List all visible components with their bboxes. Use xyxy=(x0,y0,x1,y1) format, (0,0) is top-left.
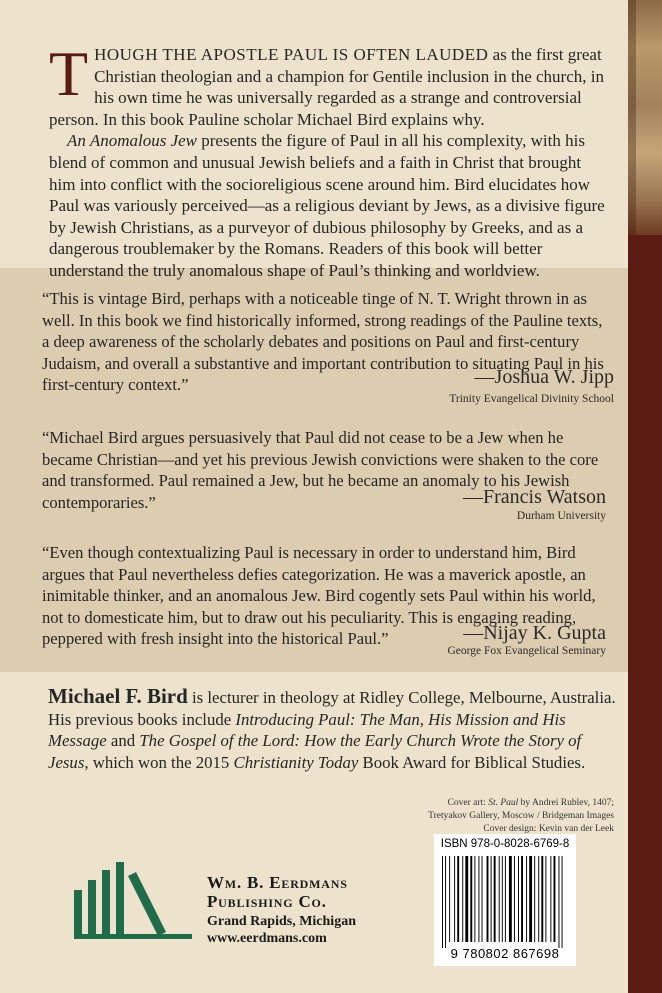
opening-smallcaps: HOUGH THE APOSTLE PAUL IS OFTEN LAUDED xyxy=(94,45,489,64)
barcode-bar xyxy=(462,856,463,942)
barcode-bar xyxy=(474,856,475,942)
barcode-bar xyxy=(550,856,551,942)
artwork-title: St. Paul xyxy=(488,798,519,808)
book-title-inline: An Anomalous Jew xyxy=(67,131,198,151)
description-p1-text: as the first great Christian theologian and a champion for Gentile inclusion in the church, in his own time he was universally regarded as a strange and controversial person. In this book Pauline scholar Michael Bird explains why. xyxy=(49,45,604,129)
barcode-bar xyxy=(562,856,563,948)
publisher-website: www.eerdmans.com xyxy=(207,931,327,946)
description-paragraph-2 xyxy=(49,130,609,281)
credit-line-1 xyxy=(294,797,614,810)
endorser-name-2: —Francis Watson xyxy=(462,486,606,508)
quote-text: “Even though contextualizing Paul is necessary in order to understand him, Bird argues that Paul nevertheless defies categorization. He was a maverick apostle, an inimitable thinker, and an anomalous Jew. Bird cogently sets Paul within his world, not to domesticate him, but to draw out his peculiarity. This is engaging reading, peppered with fresh insight into the historical Paul.” xyxy=(42,543,596,649)
previous-book-2: The Gospel of the Lord: How the Early Church Wrote the Story of Jesus xyxy=(48,731,582,772)
logo-bar xyxy=(102,870,110,938)
barcode-bar xyxy=(505,856,506,942)
isbn-label: ISBN 978-0-8028-6769-8 xyxy=(440,838,570,850)
description-p2-text: presents the figure of Paul in all his complexity, with his blend of common and unusual Jewish beliefs and a faith in Christ that brought him into conflict with the socioreligious scene around him. Bird elucidates how Paul was variously perceived—as a religious deviant by Jews, as a divisive figure by Jewish Christians, as a purveyor of dubious philosophy by Greeks, and as a dangerous troublemaker by the Romans. Readers of this book will better understand the truly anomalous shape of Paul’s thinking and worldview. xyxy=(49,131,605,280)
endorser-affiliation-2: Durham University xyxy=(516,510,606,522)
barcode-bar xyxy=(514,856,515,942)
bio-text: Book Award for Biblical Studies. xyxy=(358,752,586,772)
publisher-block xyxy=(207,873,356,947)
credit-line-3: Cover design: Kevin van der Leek xyxy=(483,824,614,834)
barcode-bar xyxy=(445,856,446,948)
barcode-bar xyxy=(529,856,532,942)
endorser-affiliation-3: George Fox Evangelical Seminary xyxy=(447,645,606,657)
barcode-bar xyxy=(534,856,535,942)
publisher-name-1: Wm. B. Eerdmans xyxy=(207,873,348,892)
barcode-bar xyxy=(482,856,483,942)
logo-base xyxy=(74,934,192,939)
barcode-bar xyxy=(478,856,479,942)
publisher-name-2: Publishing Co. xyxy=(207,892,327,911)
credit-prefix: Cover art: xyxy=(447,798,489,808)
barcode-bar xyxy=(454,856,455,942)
bio-text: is lecturer in theology at Ridley College, Melbourne, Australia. His previous books include xyxy=(48,688,616,729)
description-paragraph-1 xyxy=(49,38,609,130)
barcode-bar xyxy=(545,856,546,942)
logo-bar xyxy=(116,862,124,938)
barcode-bar xyxy=(526,856,527,942)
logo-leaning-bar xyxy=(128,872,166,936)
quote-text: “This is vintage Bird, perhaps with a noticeable tinge of N. T. Wright thrown in as well. In this book we find historically informed, strong readings of the Pauline texts, a deep awareness of the scholarly debates and positions on Paul and first-century Judaism, and overall a substantive and important contribution to situating Paul in his first-century context.” xyxy=(42,289,604,395)
drop-cap: T xyxy=(49,38,89,109)
barcode-bar xyxy=(538,856,539,942)
cover-art-edge xyxy=(628,0,662,235)
barcode-bar xyxy=(541,856,543,942)
barcode-digits: 9 780802 867698 xyxy=(450,946,560,961)
bio-text: and xyxy=(106,731,140,751)
logo-bar xyxy=(74,890,82,938)
publisher-city: Grand Rapids, Michigan xyxy=(207,914,356,929)
barcode-bar xyxy=(509,856,512,942)
bio-text: , which won the 2015 xyxy=(84,752,234,772)
credit-line-2: Tretyakov Gallery, Moscow / Bridgeman Images xyxy=(428,811,614,821)
barcode-bar xyxy=(442,856,443,948)
logo-bar xyxy=(88,880,96,938)
barcode-bar xyxy=(554,856,556,942)
endorser-affiliation-1: Trinity Evangelical Divinity School xyxy=(449,393,614,405)
barcode-bar xyxy=(487,856,489,942)
author-name: Michael F. Bird xyxy=(48,684,188,708)
barcode-bar xyxy=(449,856,450,942)
barcode-bar xyxy=(465,856,468,942)
barcode-bar xyxy=(470,856,472,942)
endorser-name-1: —Joshua W. Jipp xyxy=(474,366,614,388)
eerdmans-logo xyxy=(74,858,194,940)
barcode-bar xyxy=(502,856,503,942)
endorser-name-3: —Nijay K. Gupta xyxy=(463,622,606,644)
barcode-bar xyxy=(457,856,459,942)
book-description xyxy=(49,38,609,282)
award-magazine: Christianity Today xyxy=(233,752,359,772)
isbn-barcode xyxy=(434,834,576,966)
author-bio-paragraph xyxy=(48,686,618,773)
previous-book-1: Introducing Paul: The Man, His Mission and His Message xyxy=(48,709,566,751)
barcode-bar xyxy=(491,856,492,942)
barcode-bars xyxy=(440,856,570,948)
barcode-bar xyxy=(499,856,500,942)
barcode-bar xyxy=(521,856,523,942)
author-bio xyxy=(48,686,618,773)
quote-text: “Michael Bird argues persuasively that Paul did not cease to be a Jew when he became Christian—and yet his previous Jewish convictions were shaken to the core and transformed. Paul remained a Jew, but he became an anomaly to his Jewish contemporaries.” xyxy=(42,428,599,512)
barcode-bar xyxy=(494,856,496,942)
barcode-bar xyxy=(518,856,519,942)
credit-text: by Andrei Rublev, 1407; xyxy=(518,798,614,808)
barcode-bar xyxy=(559,856,560,948)
cover-credits xyxy=(294,797,614,836)
